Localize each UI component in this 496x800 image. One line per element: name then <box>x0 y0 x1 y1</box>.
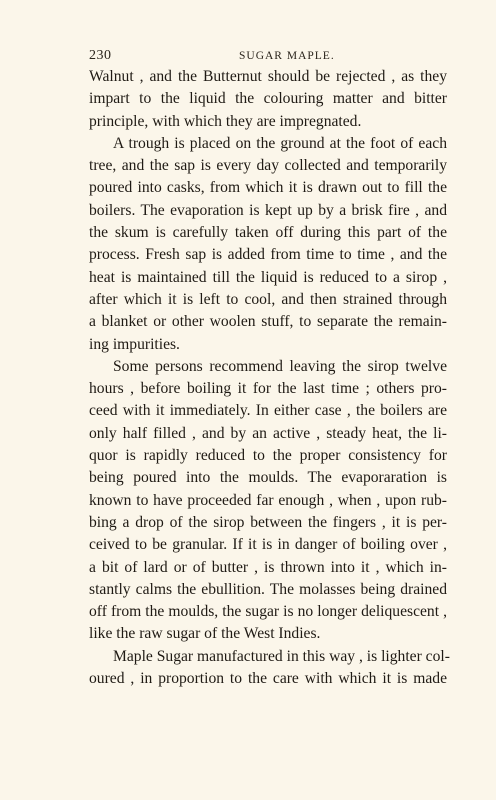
text-line: Maple Sugar manufactured in this way , is lighter col- <box>113 647 450 665</box>
body-text <box>89 66 450 690</box>
paragraph <box>89 646 450 691</box>
text-line: heat is maintained till the liquid is reduced to a sirop , <box>89 268 447 286</box>
text-line: ceived to be granular. If it is in danger of boiling over , <box>89 536 447 554</box>
text-line: only half filled , and by an active , steady heat, the li- <box>89 424 447 442</box>
text-line: hours , before boiling it for the last time ; others pro- <box>89 380 447 398</box>
paragraph <box>89 356 447 646</box>
text-line: oured , in proportion to the care with which it is made <box>89 670 447 688</box>
text-line: stantly calms the ebullition. The molasses being drained <box>89 580 447 598</box>
text-line: tree, and the sap is every day collected and temporarily <box>89 157 447 175</box>
text-line: a blanket or other woolen stuff, to separate the remain- <box>89 313 447 331</box>
text-line: the skum is carefully taken off during this part of the <box>89 224 447 242</box>
text-line: poured into casks, from which it is drawn out to fill the <box>89 179 447 197</box>
page-number: 230 <box>89 48 112 63</box>
text-line: like the raw sugar of the West Indies. <box>89 625 321 643</box>
paragraph <box>89 66 447 133</box>
paragraph <box>89 133 447 356</box>
text-line: A trough is placed on the ground at the foot of each <box>113 134 447 152</box>
text-line: a bit of lard or of butter , is thrown into it , which in- <box>89 558 447 576</box>
page-header <box>89 48 449 68</box>
text-line: Walnut , and the Butternut should be rejected , as they <box>89 68 447 85</box>
text-line: being poured into the moulds. The evaporaration is <box>89 469 447 487</box>
running-head: SUGAR MAPLE. <box>239 50 335 62</box>
text-line: Some persons recommend leaving the sirop twelve <box>113 357 447 375</box>
text-line: ing impurities. <box>89 335 180 353</box>
text-line: after which it is left to cool, and then strained through <box>89 290 447 308</box>
text-line: impart to the liquid the colouring matter and bitter <box>89 90 447 108</box>
text-line: principle, with which they are impregnated. <box>89 112 362 130</box>
text-line: off from the moulds, the sugar is no longer deliquescent , <box>89 603 447 621</box>
text-line: ceed with it immediately. In either case , the boilers are <box>89 402 447 420</box>
text-line: process. Fresh sap is added from time to time , and the <box>89 246 447 264</box>
text-line: boilers. The evaporation is kept up by a brisk fire , and <box>89 201 447 219</box>
text-line: bing a drop of the sirop between the fingers , it is per- <box>89 513 447 531</box>
text-line: known to have proceeded far enough , when , upon rub- <box>89 491 447 509</box>
text-line: quor is rapidly reduced to the proper consistency for <box>89 447 447 465</box>
